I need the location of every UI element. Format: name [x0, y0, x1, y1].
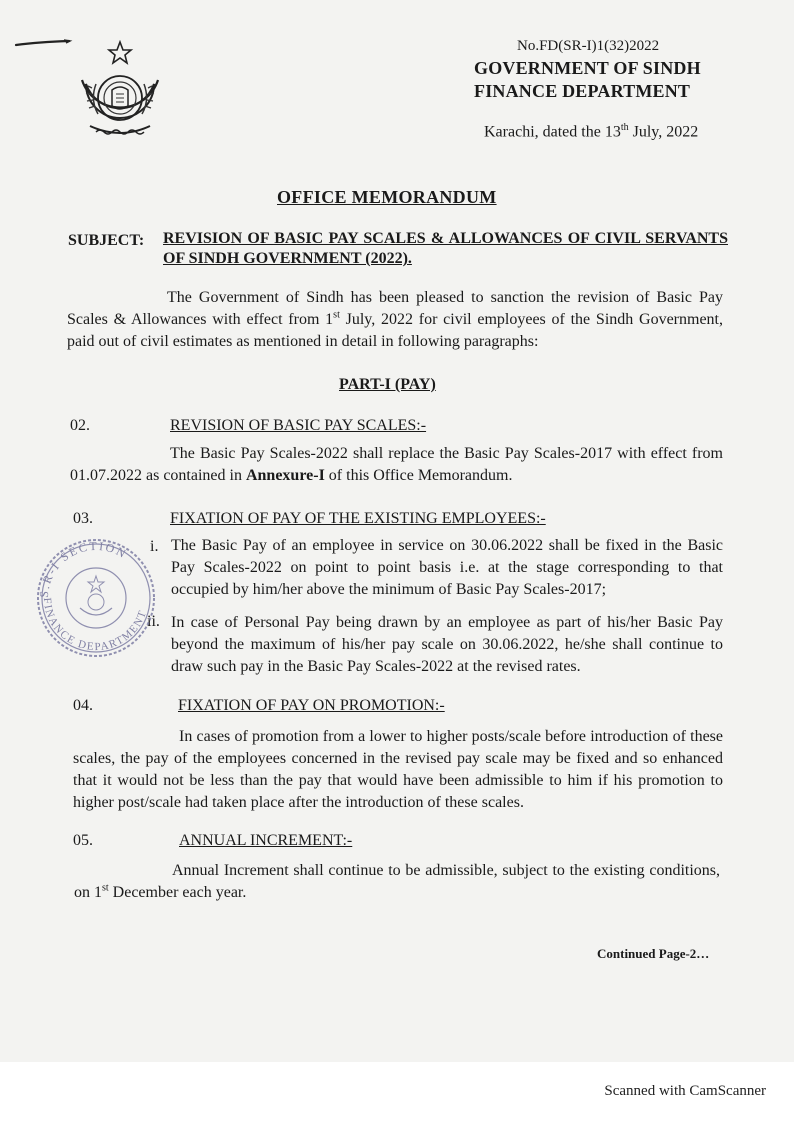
item-ii-text: In case of Personal Pay being drawn by an employee as part of his/her Basic Pay beyond the maximum of his/her pay scale on 30.06.2022, he/she shall continue to draw such pay in the Basic Pay Scales-2022 at the revised rates. [171, 614, 723, 675]
section-02-number: 02. [70, 417, 90, 434]
section-05-number: 05. [73, 832, 93, 849]
section-04-heading: FIXATION OF PAY ON PROMOTION:- [178, 697, 445, 714]
pen-mark-icon [14, 36, 74, 50]
section-stamp [30, 526, 160, 666]
section-05-heading: ANNUAL INCREMENT:- [179, 832, 353, 849]
subject-label: SUBJECT: [68, 232, 145, 249]
item-i-number: i. [150, 538, 159, 555]
scanner-watermark: Scanned with CamScanner [604, 1083, 766, 1099]
svg-text:FINANCE DEPARTMENT [41, 597, 149, 653]
svg-text:S.R-I SECTION [37, 539, 130, 598]
section-03-heading: FIXATION OF PAY OF THE EXISTING EMPLOYEES:- [170, 510, 546, 527]
stamp-bottom-text: FINANCE DEPARTMENT [40, 597, 150, 654]
item-ii-number: ii. [147, 613, 160, 630]
section-02-heading: REVISION OF BASIC PAY SCALES:- [170, 417, 427, 434]
section-03-number: 03. [73, 510, 93, 527]
date-line: Karachi, dated the 13th July, 2022 [484, 122, 699, 141]
subject-text: REVISION OF BASIC PAY SCALES & ALLOWANCES OF CIVIL SERVANTS OF SINDH GOVERNMENT (2022). [163, 230, 728, 267]
government-title: GOVERNMENT OF SINDH [474, 58, 701, 78]
sindh-government-emblem-icon [72, 40, 168, 148]
department-title: FINANCE DEPARTMENT [474, 81, 691, 101]
section-04-number: 04. [73, 697, 93, 714]
section-02-text: The Basic Pay Scales-2022 shall replace the Basic Pay Scales-2017 with effect from 01.07.2022 as contained in Annexure-I of this Office Memorandum. [70, 445, 723, 484]
item-i-text: The Basic Pay of an employee in service on 30.06.2022 shall be fixed in the Basic Pay Scales-2022 on point to point basis i.e. at the stage corresponding to that occupied by him/her above the minimum of Basic Pay Scales-2017; [171, 537, 723, 598]
continued-note: Continued Page-2… [597, 946, 710, 961]
section-05-text: Annual Increment shall continue to be admissible, subject to the existing conditions, on 1st December each year. [74, 862, 720, 901]
section-04-text: In cases of promotion from a lower to higher posts/scale before introduction of these scales, the pay of the employees concerned in the revised pay scale may be fixed and so enhanced that it would not be less than the pay that would have been admissible to him if his promotion to higher post/scale had taken place after the introduction of these scales. [73, 728, 723, 811]
reference-number: No.FD(SR-I)1(32)2022 [517, 38, 660, 54]
stamp-top-text: S.R-I SECTION [36, 538, 130, 599]
intro-paragraph: The Government of Sindh has been pleased to sanction the revision of Basic Pay Scales & Allowances with effect from 1st July, 2022 for civil employees of the Sindh Government, paid out of civil estimates as mentioned in detail in following paragraphs: [67, 289, 723, 350]
memo-title: OFFICE MEMORANDUM [277, 187, 497, 207]
part-title: PART-I (PAY) [339, 376, 436, 393]
